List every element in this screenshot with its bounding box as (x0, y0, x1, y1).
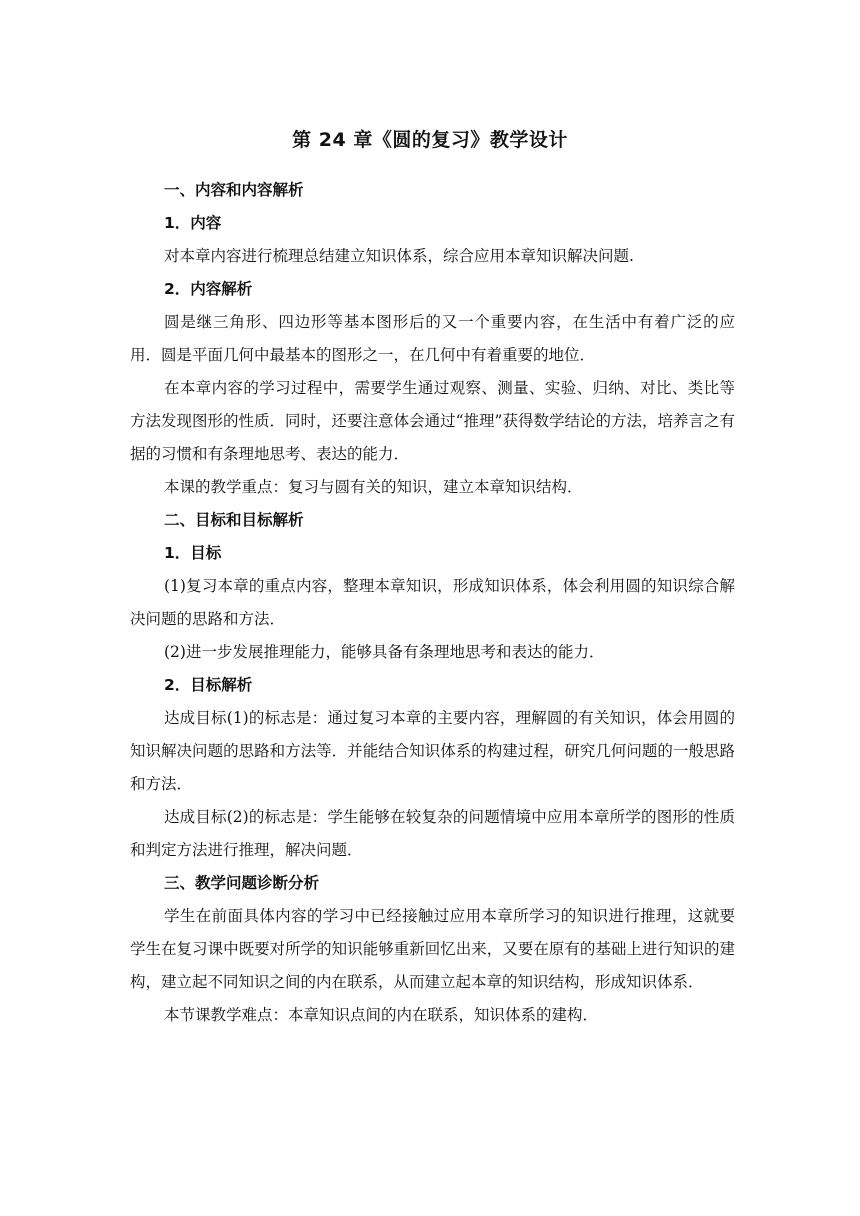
section-heading: 二、目标和目标解析 (164, 511, 304, 529)
document-body (130, 174, 735, 1032)
subsection-heading: 2．目标解析 (164, 676, 253, 694)
document-title: 第 24 章《圆的复习》教学设计 (292, 129, 568, 151)
paragraph: 本节课教学难点：本章知识点间的内在联系，知识体系的建构． (164, 1006, 599, 1024)
section-heading: 三、教学问题诊断分析 (164, 874, 320, 892)
paragraph: (1)复习本章的重点内容，整理本章知识，形成知识体系，体会利用圆的知识综合解决问题的思路和方法． (130, 577, 735, 628)
section-heading: 一、内容和内容解析 (164, 181, 304, 199)
paragraph: 达成目标(1)的标志是：通过复习本章的主要内容，理解圆的有关知识，体会用圆的知识解决问题的思路和方法等．并能结合知识体系的构建过程，研究几何问题的一般思路和方法． (130, 709, 735, 793)
subsection-heading: 1．目标 (164, 544, 222, 562)
paragraph: 本课的教学重点：复习与圆有关的知识，建立本章知识结构． (164, 478, 583, 496)
paragraph: 学生在前面具体内容的学习中已经接触过应用本章所学习的知识进行推理，这就要学生在复习课中既要对所学的知识能够重新回忆出来，又要在原有的基础上进行知识的建构，建立起不同知识之间的内在联系，从而建立起本章的知识结构，形成知识体系． (130, 907, 735, 991)
paragraph: 对本章内容进行梳理总结建立知识体系，综合应用本章知识解决问题. (164, 247, 634, 265)
paragraph: 在本章内容的学习过程中，需要学生通过观察、测量、实验、归纳、对比、类比等方法发现图形的性质．同时，还要注意体会通过“推理”获得数学结论的方法，培养言之有据的习惯和有条理地思考、表达的能力． (130, 379, 735, 463)
paragraph: 达成目标(2)的标志是：学生能够在较复杂的问题情境中应用本章所学的图形的性质和判定方法进行推理，解决问题． (130, 808, 735, 859)
paragraph: (2)进一步发展推理能力，能够具备有条理地思考和表达的能力． (164, 643, 605, 661)
paragraph: 圆是继三角形、四边形等基本图形后的又一个重要内容，在生活中有着广泛的应用．圆是平面几何中最基本的图形之一，在几何中有着重要的地位． (130, 313, 735, 364)
subsection-heading: 1．内容 (164, 214, 222, 232)
subsection-heading: 2．内容解析 (164, 280, 253, 298)
